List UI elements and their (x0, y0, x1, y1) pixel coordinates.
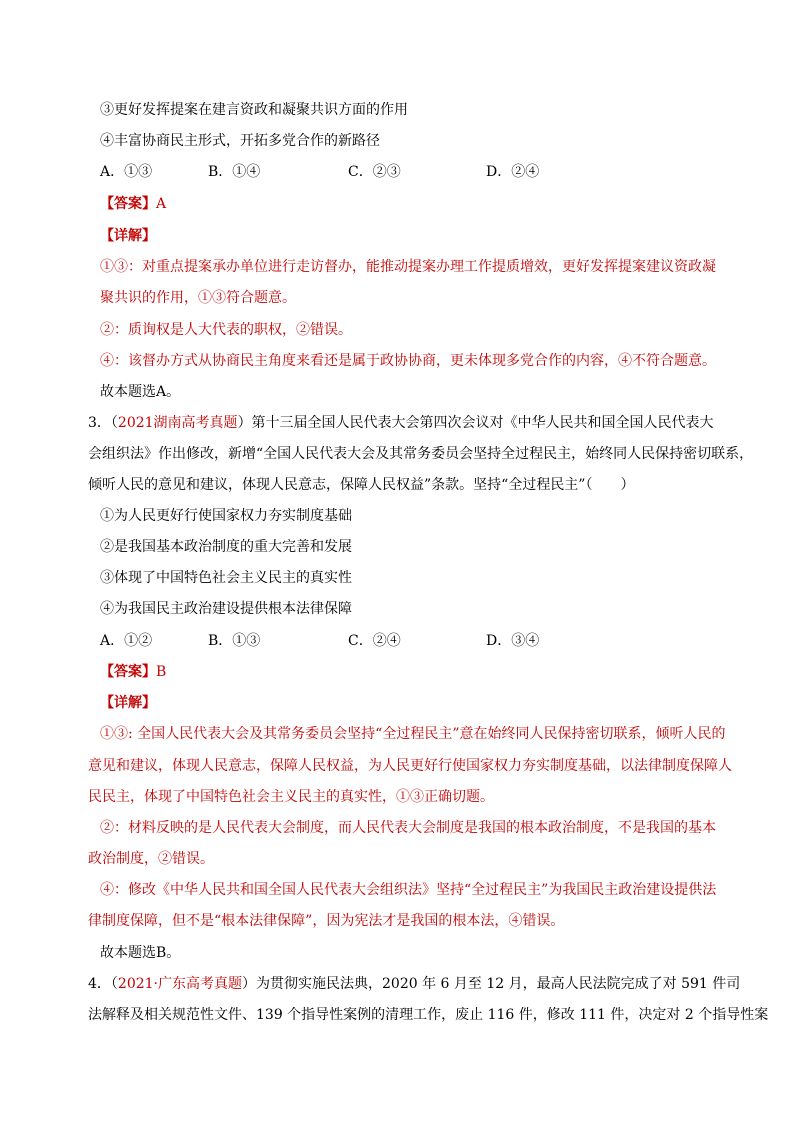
q3-stem-line-3: 倾听人民的意见和建议，体现人民意志，保障人民权益”条款。坚持“全过程民主”（ ） (88, 477, 635, 493)
q2-option-d[interactable]: D．②④ (486, 164, 540, 180)
answer-value: A (156, 196, 167, 212)
answer-label: 【答案】 (100, 664, 156, 680)
q2-detail-1-line-2: 聚共识的作用，①③符合题意。 (100, 290, 296, 306)
q3-stem-line-2: 会组织法》作出修改，新增“全国人民代表大会及其常务委员会坚持全过程民主，始终同人民保持密切联系， (88, 446, 754, 462)
q3-detail-1-line-3: 民民主，体现了中国特色社会主义民主的真实性，①③正确切题。 (88, 789, 494, 805)
q3-options (100, 631, 700, 651)
q3-detail-3-line-2: 律制度保障，但不是“根本法律保障”，因为宪法才是我国的根本法，④错误。 (88, 913, 565, 929)
q3-stem-line-1-text: ）第十三届全国人民代表大会第四次会议对《中华人民共和国全国人民代表大 (237, 415, 714, 431)
q3-statement-1: ①为人民更好行使国家权力夯实制度基础 (100, 508, 352, 524)
answer-value: B (156, 664, 167, 680)
q3-statement-4: ④为我国民主政治建设提供根本法律保障 (100, 601, 352, 617)
q2-statement-4: ④丰富协商民主形式，开拓多党合作的新路径 (100, 133, 380, 149)
q2-option-c[interactable]: C．②③ (348, 164, 401, 180)
q2-option-b[interactable]: B．①④ (208, 164, 261, 180)
q3-detail-label: 【详解】 (100, 695, 156, 711)
q2-detail-3: ④：该督办方式从协商民主角度来看还是属于政协协商，更未体现多党合作的内容，④不符合题意。 (100, 353, 716, 369)
q2-conclusion: 故本题选A。 (100, 384, 181, 400)
q3-number: 3．（ (88, 415, 118, 431)
answer-label: 【答案】 (100, 196, 156, 212)
q3-option-a[interactable]: A．①② (100, 633, 153, 649)
q2-options (100, 162, 700, 182)
q4-stem-line-1-text: ）为贯彻实施民法典，2020 年 6 月至 12 月，最高人民法院完成了对 591 件司 (242, 976, 741, 992)
q3-answer (100, 662, 166, 682)
q4-number: 4．（ (88, 976, 118, 992)
q3-detail-1-line-1: ①③: 全国人民代表大会及其常务委员会坚持“全过程民主”意在始终同人民保持密切联系，倾听人民的 (100, 726, 726, 742)
q3-detail-1-line-2: 意见和建议，体现人民意志，保障人民权益，为人民更好行使国家权力夯实制度基础，以法律制度保障人 (88, 758, 732, 774)
q4-stem-line-1 (88, 974, 740, 994)
q3-statement-3: ③体现了中国特色社会主义民主的真实性 (100, 570, 352, 586)
q3-conclusion: 故本题选B。 (100, 945, 181, 961)
q3-option-c[interactable]: C．②④ (348, 633, 401, 649)
q2-detail-1-line-1: ①③：对重点提案承办单位进行走访督办，能推动提案办理工作提质增效，更好发挥提案建议资政凝 (100, 259, 716, 275)
q2-answer (100, 194, 166, 214)
q3-statement-2: ②是我国基本政治制度的重大完善和发展 (100, 539, 352, 555)
q4-source: 2021·广东高考真题 (117, 976, 243, 992)
q2-option-a[interactable]: A．①③ (100, 164, 153, 180)
q2-detail-2: ②：质询权是人大代表的职权，②错误。 (100, 322, 352, 338)
q3-stem-line-1 (88, 413, 714, 433)
q3-detail-2-line-2: 政治制度，②错误。 (88, 851, 214, 867)
q3-detail-3-line-1: ④：修改《中华人民共和国全国人民代表大会组织法》坚持“全过程民主”为我国民主政治建设提供法 (100, 882, 717, 898)
q3-option-b[interactable]: B．①③ (208, 633, 261, 649)
q2-statement-3: ③更好发挥提案在建言资政和凝聚共识方面的作用 (100, 102, 408, 118)
q2-detail-label: 【详解】 (100, 228, 156, 244)
q3-option-d[interactable]: D．③④ (486, 633, 540, 649)
q4-stem-line-2: 法解释及相关规范性文件、139 个指导性案例的清理工作，废止 116 件，修改 111 件，决定对 2 个指导性案 (88, 1007, 769, 1023)
q3-detail-2-line-1: ②：材料反映的是人民代表大会制度，而人民代表大会制度是我国的根本政治制度，不是我国的基本 (100, 820, 716, 836)
q3-source: 2021湖南高考真题 (117, 415, 238, 431)
